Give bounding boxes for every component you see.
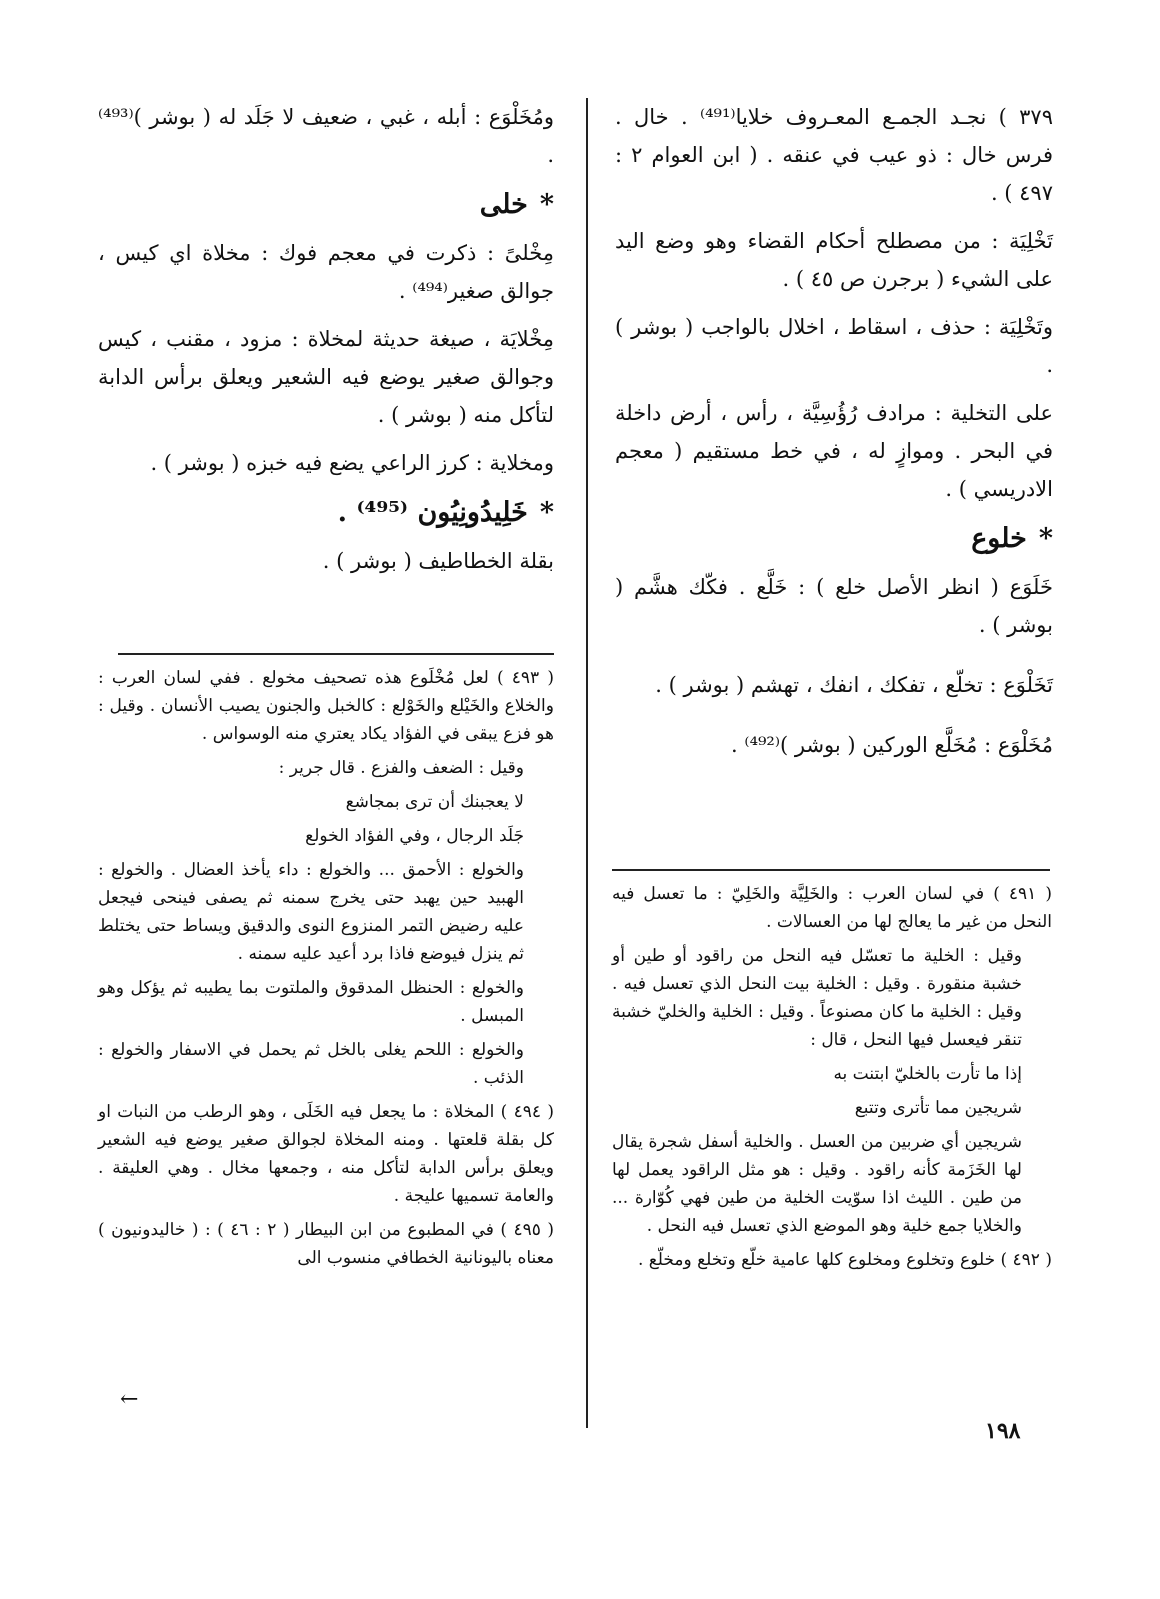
footnote bbox=[612, 1060, 1052, 1088]
verse-line: شريجين مما تأترى وتتبع bbox=[854, 1098, 1022, 1118]
entry-text: خَلَوَع ( انظر الأصل خلع ) : خَلَّع . فكّك هشَّم ( بوشر ) . bbox=[615, 575, 1053, 637]
page-number: ١٩٨ bbox=[985, 1418, 1021, 1444]
footnote bbox=[98, 822, 554, 850]
footnote: ( ٤٩٣ ) لعل مُخْلَوع هذه تصحيف مخولع . ففي لسان العرب : والخلاع والخَيْلع والخَوْلع : كالخبل والجنون يصيب الأنسان . وقيل : هو فزع يبقى في الفؤاد يكاد يعتري منه الوسواس . bbox=[98, 668, 554, 744]
asterisk-icon: * bbox=[539, 189, 554, 220]
left-footnotes bbox=[98, 664, 554, 1278]
footnote bbox=[98, 974, 554, 1030]
entry-text: تَخَلْوَع : تخلّع ، تفكك ، انفك ، تهشم ( بوشر ) . bbox=[655, 673, 1053, 697]
verse-line: لا يعجبنك أن ترى بمجاشع bbox=[345, 792, 524, 812]
column-divider bbox=[586, 98, 588, 1428]
entry-text: بقلة الخطاطيف ( بوشر ) . bbox=[322, 549, 554, 573]
footnote-line: والخولع : اللحم يغلى بالخل ثم يحمل في الاسفار والخولع : الذئب . bbox=[98, 1040, 524, 1088]
root-heading-text: خلى bbox=[479, 189, 528, 220]
footnote bbox=[612, 1128, 1052, 1240]
verse-line: إذا ما تأرت بالخليّ ابتنت به bbox=[833, 1064, 1022, 1084]
root-heading-text: خَلِيدُونِيُون ⁽⁴⁹⁵⁾ . bbox=[337, 497, 528, 528]
footnote bbox=[98, 1036, 554, 1092]
entry-text: مِخْلىً : ذكرت في معجم فوك : مخلاة اي كيس ، جوالق صغير⁽⁴⁹⁴⁾ . bbox=[98, 241, 554, 303]
footnote bbox=[612, 1094, 1052, 1122]
entry-text: ومخلاية : كرز الراعي يضع فيه خبزه ( بوشر ) . bbox=[150, 451, 554, 475]
entry-text: ٣٧٩ ) نجـد الجمـع المعـروف خلايا⁽⁴⁹¹⁾ . خال . فرس خال : ذو عيب في عنقه . ( ابن العوام ٢ : ٤٩٧ ) . bbox=[615, 105, 1053, 205]
footnote-line: وقيل : الخلية ما تعسّل فيه النحل من راقود أو طين أو خشبة منقورة . وقيل : الخلية بيت النحل الذي تعسل فيه . وقيل : الخلية ما كان مصنوعاً . وقيل : الخلية والخليّ خشبة تنقر فيعسل فيها النحل ، قال : bbox=[612, 946, 1022, 1050]
entry-text: تَخْلِيَة : من مصطلح أحكام القضاء وهو وضع اليد على الشيء ( برجرن ص ٤٥ ) . bbox=[615, 229, 1053, 291]
footnote bbox=[612, 942, 1052, 1054]
footnote-line: والخولع : الأحمق ... والخولع : داء يأخذ العضال . والخولع : الهبيد حين يهبد حتى يخرج سمنه ثم يصفى فينحى فيجعل عليه رضيض التمر المنزوع النوى والدقيق ويساط حتى يختلط ثم ينزل فيوضع فاذا برد أعيد عليه سمنه . bbox=[98, 860, 524, 964]
asterisk-icon: * bbox=[539, 497, 554, 528]
footnote bbox=[98, 856, 554, 968]
footnote: ( ٤٩٢ ) خلوع وتخلوع ومخلوع كلها عامية خلّع وتخلع ومخلّع . bbox=[637, 1250, 1052, 1270]
footnote bbox=[98, 754, 554, 782]
footnote bbox=[98, 788, 554, 816]
footnote-rule bbox=[118, 653, 554, 655]
continuation-arrow-icon: ← bbox=[120, 1387, 139, 1412]
left-column bbox=[98, 98, 554, 590]
verse-line: جَلَد الرجال ، وفي الفؤاد الخولع bbox=[305, 826, 524, 846]
root-heading bbox=[615, 518, 1053, 560]
entry-text: وتَخْلِيَة : حذف ، اسقاط ، اخلال بالواجب ( بوشر ) . bbox=[615, 315, 1053, 377]
footnote: ( ٤٩٤ ) المخلاة : ما يجعل فيه الخَلَى ، وهو الرطب من النبات او كل بقلة قلعتها . ومنه المخلاة لجوالق صغير يوضع فيه الشعير ويعلق برأس الدابة لتأكل منه ، وجمعها مخال . وهي العليقة . والعامة تسميها عليجة . bbox=[98, 1102, 554, 1206]
right-column bbox=[615, 98, 1053, 774]
asterisk-icon: * bbox=[1038, 523, 1053, 554]
footnote: ( ٤٩٥ ) في المطبوع من ابن البيطار ( ٢ : ٤٦ ) : ( خاليدونيون ) معناه باليونانية الخطافي منسوب الى bbox=[98, 1220, 554, 1268]
entry-text: على التخلية : مرادف رُؤُسِيَّة ، رأس ، أرض داخلة في البحر . وموازٍ له ، في خط مستقيم ( معجم الادريسي ) . bbox=[615, 401, 1053, 501]
footnote-line: شريجين أي ضربين من العسل . والخلية أسفل شجرة يقال لها الخَزَمة كأنه راقود . وقيل : هو مثل الراقود يعمل لها من طين . الليث اذا سوّيت الخلية من طين فهي كُوّارة ... والخلايا جمع خلية وهو الموضع الذي تعسل فيه النحل . bbox=[612, 1132, 1022, 1236]
entry-text: ومُخَلْوَع : أبله ، غبي ، ضعيف لا جَلَد له ( بوشر )⁽⁴⁹³⁾ . bbox=[98, 105, 554, 167]
footnote: ( ٤٩١ ) في لسان العرب : والخَلِيَّة والخَلِيّ : ما تعسل فيه النحل من غير ما يعالج لها من العسالات . bbox=[612, 884, 1052, 932]
right-footnotes bbox=[612, 880, 1052, 1280]
footnote-line: والخولع : الحنظل المدقوق والملتوت بما يطيبه ثم يؤكل وهو المبسل . bbox=[98, 978, 524, 1026]
root-heading-text: خلوع bbox=[971, 523, 1027, 554]
root-heading bbox=[98, 184, 554, 226]
footnote-line: وقيل : الضعف والفزع . قال جرير : bbox=[278, 758, 524, 778]
entry-text: مُخَلْوَع : مُخَلَّع الوركين ( بوشر )⁽⁴⁹²⁾ . bbox=[731, 733, 1053, 757]
footnote-rule bbox=[612, 869, 1050, 871]
root-heading bbox=[98, 492, 554, 534]
entry-text: مِخْلايَة ، صيغة حديثة لمخلاة : مزود ، مقنب ، كيس وجوالق صغير يوضع فيه الشعير ويعلق برأس الدابة لتأكل منه ( بوشر ) . bbox=[98, 327, 554, 427]
